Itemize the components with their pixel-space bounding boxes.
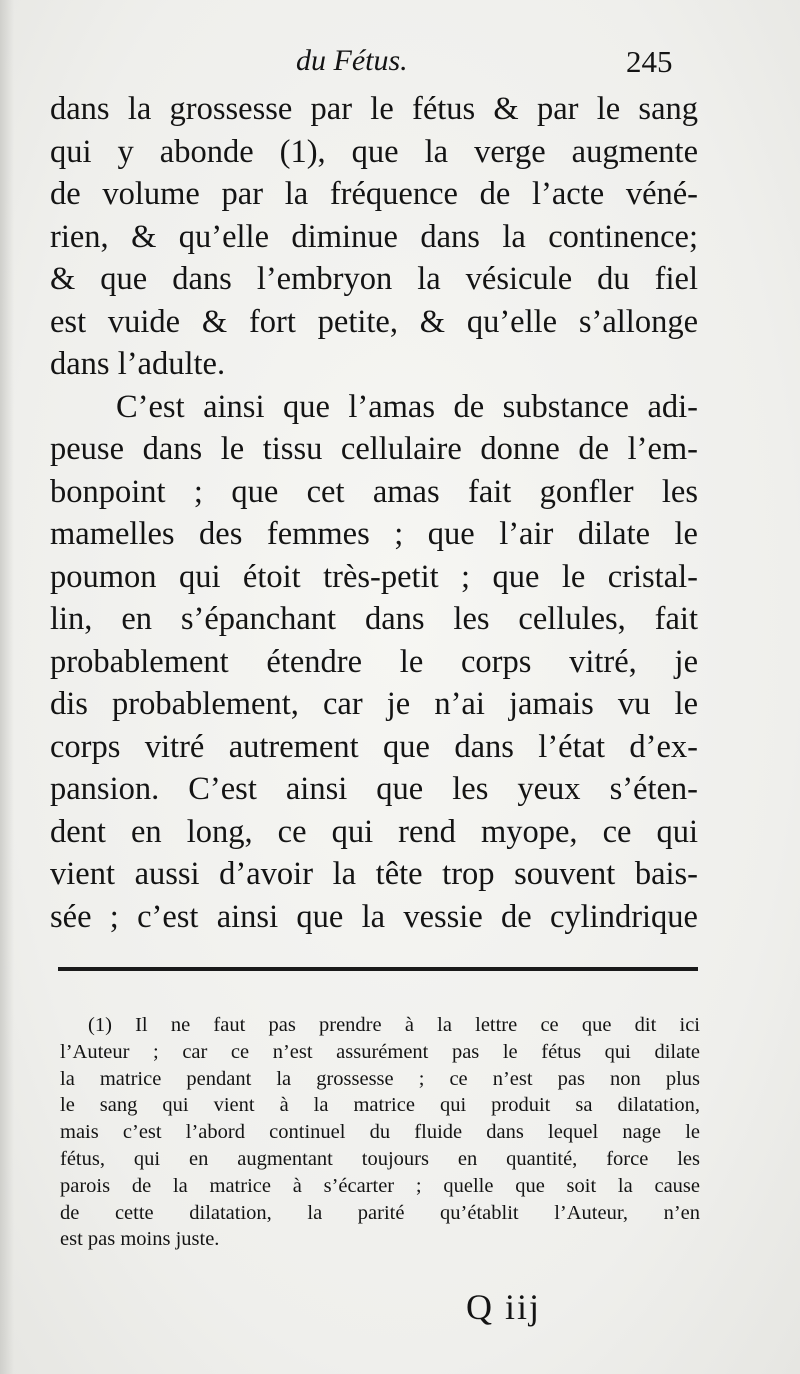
text-line: dans la grossesse par le fétus & par le sang [50,91,698,127]
footnote-rule [58,967,698,971]
text-line: mamelles des femmes ; que l’air dilate le [50,516,698,552]
text-line: poumon qui étoit très-petit ; que le cristal- [50,558,698,595]
text-line-paragraph-start: C’est ainsi que l’amas de substance adi- [116,388,698,425]
text-line: bonpoint ; que cet amas fait gonfler les [50,473,698,510]
running-head-title: du Fétus. [296,44,408,77]
signature-mark: Q iij [466,1287,542,1327]
text-line: dent en long, ce qui rend myope, ce qui [50,813,698,850]
footnote-line: la matrice pendant la grossesse ; ce n’est pas non plus [60,1067,700,1090]
text-line: peuse dans le tissu cellulaire donne de l’em- [50,431,698,467]
footnote-line: fétus, qui en augmentant toujours en quantité, force les [60,1147,700,1170]
footnote [60,1012,700,1253]
footnote-line: de cette dilatation, la parité qu’établit l’Auteur, n’en [60,1201,700,1224]
main-text [50,88,698,938]
text-line: qui y abonde (1), que la verge augmente [50,133,698,170]
footnote-line: parois de la matrice à s’écarter ; quelle que soit la cause [60,1174,700,1197]
footnote-line: mais c’est l’abord continuel du fluide dans lequel nage le [60,1121,700,1144]
text-line: pansion. C’est ainsi que les yeux s’éten- [50,771,698,807]
running-head [0,44,800,84]
text-line: de volume par la fréquence de l’acte véné- [50,176,698,212]
text-line: probablement étendre le corps vitré, je [50,643,698,680]
text-line: rien, & qu’elle diminue dans la continence; [50,218,698,255]
text-line: est vuide & fort petite, & qu’elle s’allonge [50,303,698,340]
text-line: lin, en s’épanchant dans les cellules, fait [50,601,698,637]
text-line: vient aussi d’avoir la tête trop souvent bais- [50,856,698,892]
text-line: & que dans l’embryon la vésicule du fiel [50,261,698,297]
page-number: 245 [626,44,673,79]
footnote-line: l’Auteur ; car ce n’est assurément pas le fétus qui dilate [60,1040,700,1063]
text-line-paragraph-end: dans l’adulte. [50,346,226,382]
text-line: sée ; c’est ainsi que la vessie de cylindrique [50,898,698,935]
footnote-line: est pas moins juste. [60,1228,220,1251]
footnote-line: (1) Il ne faut pas prendre à la lettre ce que dit ici [88,1014,700,1036]
gutter-shadow [0,0,14,1374]
text-line: corps vitré autrement que dans l’état d’ex- [50,728,698,765]
text-line: dis probablement, car je n’ai jamais vu le [50,686,698,722]
footnote-line: le sang qui vient à la matrice qui produit sa dilatation, [60,1094,700,1117]
